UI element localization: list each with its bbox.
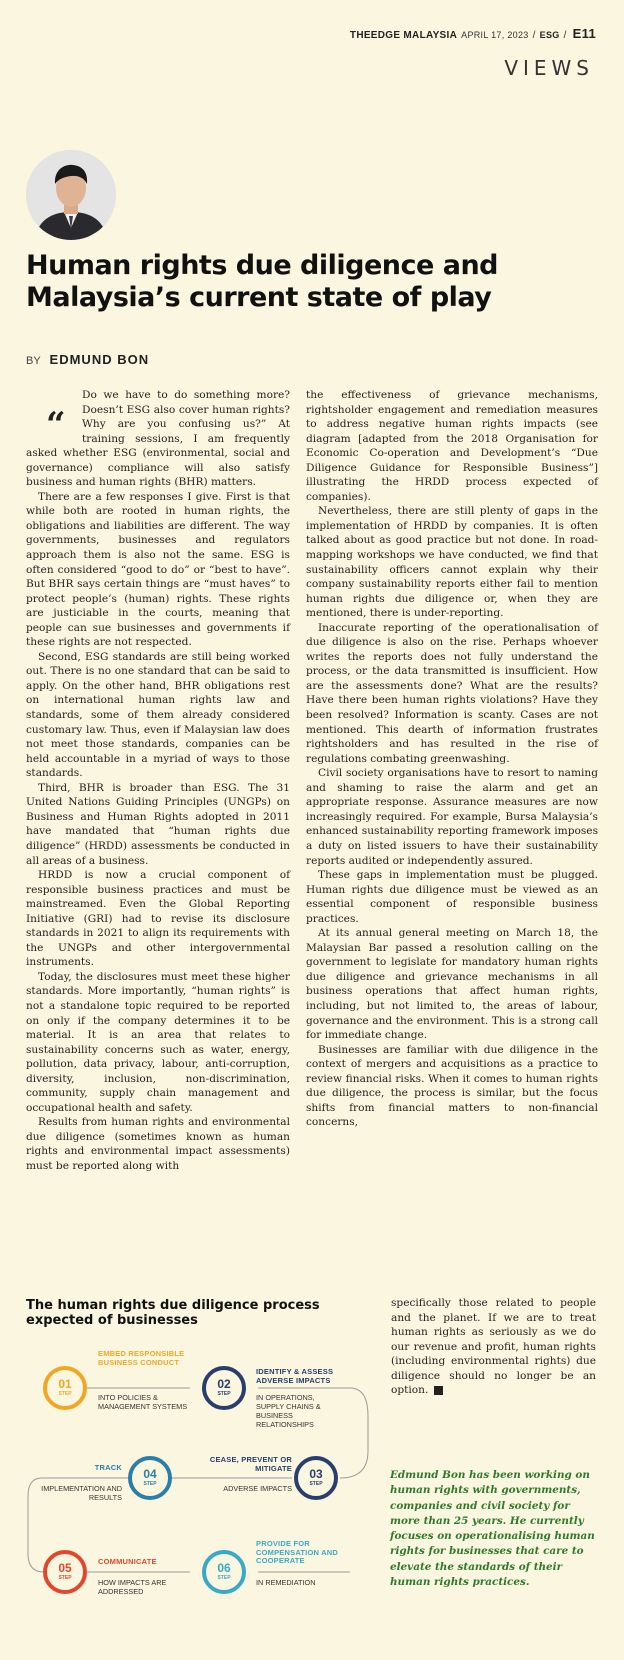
- step-06-number: 06: [217, 1561, 231, 1575]
- paragraph: Third, BHR is broader than ESG. The 31 United Nations Guiding Principles (UNGPs) on Business and Human Rights adopted in 2011 have mandated that “human rights due diligence” (HRDD) assessments be conducted in all areas of a business.: [26, 781, 290, 867]
- due-diligence-diagram: [20, 1336, 380, 1656]
- pull-quote-icon: “: [46, 405, 66, 445]
- step-06-word: STEP: [217, 1575, 231, 1581]
- end-mark-icon: [434, 1386, 443, 1395]
- masthead: THEEDGE MALAYSIA APRIL 17, 2023 / ESG / E11: [349, 26, 596, 41]
- step-03-number: 03: [309, 1467, 323, 1481]
- step-05-word: STEP: [58, 1575, 72, 1581]
- publication-name: THEEDGE MALAYSIA: [349, 30, 458, 41]
- step-05-title: COMMUNICATE: [98, 1557, 157, 1566]
- paragraph: Inaccurate reporting of the operationalisation of due diligence is also on the rise. Perhaps whoever writes the reports does not fully understand the process, or the data transmitted is insufficient. How are the assessments done? What are the results? Have there been human rights violations? Have they been resolved? Information is scanty. Cases are not mentioned. This dearth of information frustrates rightsholders and has resulted in the rise of regulations combating greenwashing.: [306, 621, 598, 765]
- article-column-left: [26, 388, 290, 1174]
- step-02-number: 02: [217, 1377, 231, 1391]
- paragraph: Do we have to do something more? Doesn’t ESG also cover human rights? Why are you confusing us?” At training sessions, I am frequently asked whether ESG (environmental, social and governance) compliance will also satisfy business and human rights (BHR) matters.: [26, 389, 290, 489]
- step-04-number: 04: [143, 1467, 157, 1481]
- article-column-tail: [391, 1296, 596, 1398]
- step-06-title: PROVIDE FOR COMPENSATION AND COOPERATE: [256, 1539, 338, 1565]
- section-label: VIEWS: [504, 56, 594, 80]
- step-05-number: 05: [58, 1561, 72, 1575]
- step-04-word: STEP: [143, 1481, 157, 1487]
- step-01-title: EMBED RESPONSIBLE BUSINESS CONDUCT: [98, 1349, 185, 1367]
- paragraph: These gaps in implementation must be plugged. Human rights due diligence must be viewed as an essential component of responsible business practices.: [306, 869, 598, 925]
- paragraph: Businesses are familiar with due diligence in the context of mergers and acquisitions as a practice to review financial risks. When it comes to human rights due diligence, the process is similar, but the focus shifts from financial matters to non-financial concerns,: [306, 1043, 598, 1129]
- step-03-title: CEASE, PREVENT OR MITIGATE: [209, 1455, 292, 1473]
- paragraph: Civil society organisations have to resort to naming and shaming to raise the alarm and get an appropriate response. Assurance measures are now increasingly required. For example, Bursa Malaysia’s enhanced sustainability reporting framework imposes a duty on listed issuers to have their sustainability reports audited or independently assured.: [306, 767, 598, 867]
- step-06-subtitle: IN REMEDIATION: [256, 1578, 316, 1587]
- diagram-title: The human rights due diligence process expected of businesses: [26, 1298, 320, 1328]
- article-headline: Human rights due diligence and Malaysia’s current state of play: [26, 250, 498, 313]
- step-02-word: STEP: [217, 1391, 231, 1397]
- author-bio: Edmund Bon has been working on human rights with governments, companies and civil society for more than 25 years. He currently focuses on operationalising human rights for businesses that care to elevate the standards of their human rights practices.: [390, 1469, 595, 1589]
- paragraph: Results from human rights and environmental due diligence (sometimes known as human rights and environmental impact assessments) must be reported along with: [26, 1116, 290, 1172]
- byline: [26, 352, 149, 367]
- byline-prefix: BY: [26, 355, 41, 367]
- step-01-word: STEP: [58, 1391, 72, 1397]
- step-04-subtitle: IMPLEMENTATION AND RESULTS: [41, 1484, 122, 1502]
- paragraph: There are a few responses I give. First is that while both are rooted in human rights, the obligations and liabilities are different. The way governments, businesses and regulators approach them is also not the same. ESG is often considered “good to do” or “best to have”. But BHR says certain things are “must haves” to protect people’s (human) rights. These rights are justiciable in the courts, meaning that people can sue businesses and governments if these rights are not respected.: [26, 490, 290, 649]
- step-03-subtitle: ADVERSE IMPACTS: [223, 1484, 292, 1493]
- section-name: ESG: [539, 30, 560, 40]
- paragraph: Second, ESG standards are still being worked out. There is no one standard that can be said to apply. On the other hand, BHR obligations rest on international human rights law and standards, some of them already considered customary law. Thus, even if Malaysian law does not meet those standards, companies can be held accountable in a myriad of ways to those standards.: [26, 650, 290, 780]
- step-05-subtitle: HOW IMPACTS ARE ADDRESSED: [98, 1578, 167, 1596]
- step-01-number: 01: [58, 1377, 72, 1391]
- article-column-right: [306, 388, 598, 1130]
- closing-paragraph: specifically those related to people and the planet. If we are to treat human rights as seriously as we do our revenue and profit, human rights (including environmental rights) due diligence should no longer be an option.: [391, 1297, 596, 1397]
- author-portrait-icon: [26, 150, 116, 240]
- paragraph: [391, 1296, 596, 1398]
- step-02-subtitle: IN OPERATIONS, SUPPLY CHAINS & BUSINESS RELATIONSHIPS: [256, 1393, 321, 1429]
- step-04-title: TRACK: [94, 1463, 122, 1472]
- issue-date: APRIL 17, 2023: [461, 30, 529, 40]
- paragraph: the effectiveness of grievance mechanisms, rightsholder engagement and remediation measures to address negative human rights impacts (see diagram [adapted from the 2018 Organisation for Economic Co-operation and Development’s “Due Diligence Guidance for Responsible Business”] illustrating the HRDD process expected of companies).: [306, 389, 598, 503]
- paragraph: HRDD is now a crucial component of responsible business practices and must be mainstreamed. Even the Global Reporting Initiative (GRI) had to revise its disclosure standards in 2021 to align its requirements with the UNGPs and other intergovernmental instruments.: [26, 869, 290, 969]
- step-03-word: STEP: [309, 1481, 323, 1487]
- author-photo: [26, 150, 116, 240]
- paragraph: Nevertheless, there are still plenty of gaps in the implementation of HRDD by companies. It is often talked about as good practice but not done. In road-mapping workshops we have conducted, we find that sustainability officers cannot explain why their company sustainability reports either fail to mention human rights due diligence or, when they are mentioned, there is under-reporting.: [306, 505, 598, 620]
- author-name: EDMUND BON: [49, 352, 150, 367]
- page-number: E11: [572, 26, 596, 41]
- paragraph: Today, the disclosures must meet these higher standards. More importantly, “human rights” is not a standalone topic required to be reported on only if the company determines it to be material. It is an area that relates to sustainability concerns such as water, energy, pollution, data privacy, labour, anti-corruption, diversity, inclusion, non-discrimination, community, supply chain management and occupational health and safety.: [26, 970, 290, 1114]
- step-02-title: IDENTIFY & ASSESS ADVERSE IMPACTS: [256, 1367, 334, 1385]
- step-01-subtitle: INTO POLICIES & MANAGEMENT SYSTEMS: [98, 1393, 188, 1411]
- paragraph: At its annual general meeting on March 18, the Malaysian Bar passed a resolution calling on the government to legislate for mandatory human rights due diligence and grievance mechanisms in all business operations that affect human rights, including, but not limited to, the areas of labour, governance and the environment. This is a strong call for immediate change.: [306, 927, 598, 1042]
